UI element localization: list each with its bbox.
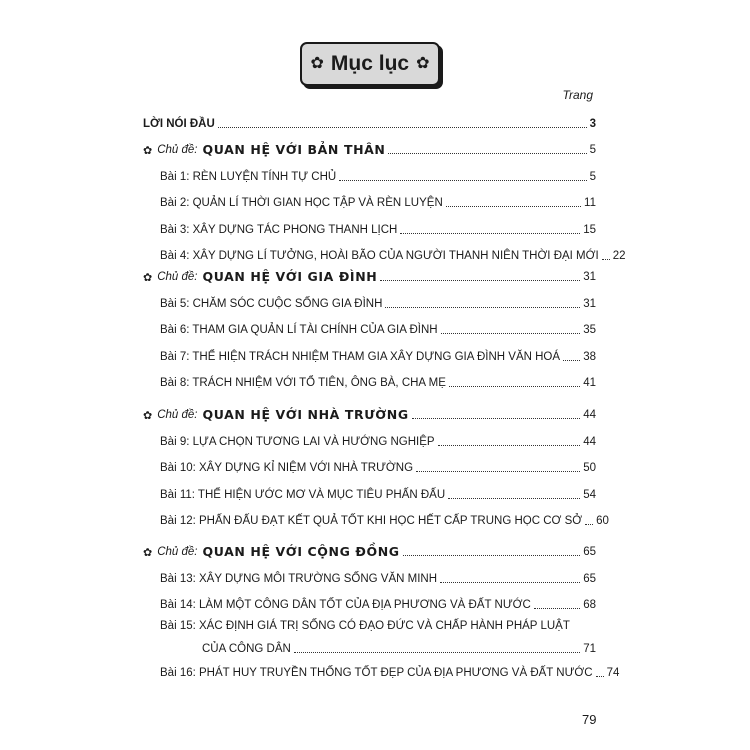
lesson-entry[interactable] — [202, 640, 596, 656]
toc-title: Mục lục — [330, 52, 410, 75]
lesson-entry[interactable] — [160, 664, 620, 680]
entry-page: 15 — [583, 223, 596, 236]
lesson-label: Bài 1: RÈN LUYỆN TÍNH TỰ CHỦ — [160, 171, 337, 183]
section-heading — [143, 545, 400, 559]
entry-page: 22 — [612, 249, 626, 262]
flower-icon: ✿ — [143, 547, 153, 559]
lesson-label: Bài 4: XÂY DỰNG LÍ TƯỞNG, HOÀI BÃO CỦA NGƯỜI THANH NIÊN THỜI ĐẠI MỚI — [160, 249, 599, 262]
lesson-entry[interactable] — [160, 295, 596, 311]
flower-icon: ✿ — [310, 55, 324, 72]
leader-dots — [412, 418, 580, 419]
leader-dots — [339, 180, 586, 181]
leader-dots — [602, 259, 610, 260]
lesson-label: Bài 7: THỂ HIỆN TRÁCH NHIỆM THAM GIA XÂY DỰNG GIA ĐÌNH VĂN HOÁ — [160, 350, 561, 363]
leader-dots — [596, 676, 604, 677]
flower-icon: ✿ — [416, 55, 430, 72]
chu-de-label: Chủ đề: — [157, 546, 198, 558]
leader-dots — [440, 582, 580, 583]
entry-page: 5 — [589, 171, 596, 183]
leader-dots — [385, 307, 580, 308]
section-topic: QUAN HỆ VỚI NHÀ TRƯỜNG — [202, 407, 409, 422]
flower-icon: ✿ — [143, 272, 153, 284]
flower-icon: ✿ — [143, 145, 153, 157]
leader-dots — [294, 652, 580, 653]
lesson-label: Bài 9: LỰA CHỌN TƯƠNG LAI VÀ HƯỚNG NGHIỆP — [160, 436, 435, 448]
entry-page: 35 — [583, 324, 596, 337]
lesson-label: Bài 11: THỂ HIỆN ƯỚC MƠ VÀ MỤC TIÊU PHẤN ĐẤU — [160, 488, 446, 501]
lesson-entry[interactable] — [160, 570, 596, 586]
leader-dots — [585, 524, 593, 525]
chu-de-label: Chủ đề: — [157, 144, 198, 156]
entry-page: 71 — [583, 642, 596, 655]
lesson-entry[interactable] — [160, 221, 596, 237]
lesson-entry[interactable] — [160, 433, 596, 449]
lesson-entry[interactable] — [160, 486, 596, 502]
entry-page: 68 — [583, 599, 596, 612]
entry-page: 11 — [584, 197, 596, 210]
page-column-label: Trang — [562, 88, 593, 102]
lesson-label: Bài 2: QUẢN LÍ THỜI GIAN HỌC TẬP VÀ RÈN LUYỆN — [160, 197, 443, 210]
lesson-entry[interactable] — [160, 168, 596, 184]
entry-page: 65 — [583, 573, 596, 585]
entry-page: 54 — [583, 488, 596, 501]
chu-de-label: Chủ đề: — [157, 409, 198, 421]
entry-page: 65 — [583, 546, 596, 558]
lesson-entry[interactable] — [160, 348, 596, 364]
lesson-label-line1[interactable]: Bài 15: XÁC ĐỊNH GIÁ TRỊ SỐNG CÓ ĐẠO ĐỨC VÀ CHẤP HÀNH PHÁP LUẬT — [160, 619, 570, 632]
lesson-label: Bài 14: LÀM MỘT CÔNG DÂN TỐT CỦA ĐỊA PHƯƠNG VÀ ĐẤT NƯỚC — [160, 599, 531, 612]
leader-dots — [563, 360, 580, 361]
section-entry[interactable] — [143, 141, 596, 157]
entry-label: LỜI NÓI ĐẦU — [143, 118, 215, 130]
section-entry[interactable] — [143, 268, 596, 284]
section-topic: QUAN HỆ VỚI CỘNG ĐỒNG — [202, 544, 400, 559]
lesson-label: Bài 10: XÂY DỰNG KỈ NIỆM VỚI NHÀ TRƯỜNG — [160, 462, 414, 475]
lesson-entry[interactable] — [160, 247, 626, 263]
leader-dots — [388, 153, 586, 154]
lesson-entry[interactable] — [160, 374, 596, 390]
section-heading — [143, 408, 409, 422]
entry-page: 44 — [583, 409, 596, 421]
entry-page: 44 — [583, 436, 596, 448]
entry-page: 50 — [583, 462, 596, 475]
leader-dots — [403, 555, 581, 556]
section-entry[interactable] — [143, 543, 596, 559]
leader-dots — [448, 498, 580, 499]
entry-page: 3 — [589, 118, 596, 130]
section-topic: QUAN HỆ VỚI BẢN THÂN — [202, 142, 386, 157]
page-number: 79 — [582, 712, 597, 727]
entry-page: 31 — [583, 298, 596, 310]
entry-page: 5 — [589, 144, 596, 156]
entry-page: 60 — [596, 514, 609, 527]
entry-page: 74 — [606, 666, 620, 679]
chu-de-label: Chủ đề: — [157, 271, 198, 283]
lesson-label: Bài 16: PHÁT HUY TRUYỀN THỐNG TỐT ĐẸP CỦA ĐỊA PHƯƠNG VÀ ĐẤT NƯỚC — [160, 666, 593, 679]
lesson-entry[interactable] — [160, 512, 609, 528]
lesson-label: Bài 12: PHẤN ĐẤU ĐẠT KẾT QUẢ TỐT KHI HỌC HẾT CẤP TRUNG HỌC CƠ SỞ — [160, 514, 583, 527]
lesson-entry[interactable] — [160, 459, 596, 475]
entry-page: 41 — [583, 376, 596, 389]
leader-dots — [441, 333, 581, 334]
leader-dots — [416, 471, 580, 472]
entry-page: 38 — [583, 350, 596, 363]
lesson-label: Bài 3: XÂY DỰNG TÁC PHONG THANH LỊCH — [160, 223, 398, 236]
leader-dots — [534, 608, 580, 609]
lesson-label: Bài 13: XÂY DỰNG MÔI TRƯỜNG SỐNG VĂN MINH — [160, 573, 438, 585]
leader-dots — [380, 280, 580, 281]
leader-dots — [449, 386, 580, 387]
flower-icon: ✿ — [143, 410, 153, 422]
entry-page: 31 — [583, 271, 596, 283]
leader-dots — [446, 206, 581, 207]
section-heading — [143, 143, 385, 157]
lesson-label: Bài 6: THAM GIA QUẢN LÍ TÀI CHÍNH CỦA GIA ĐÌNH — [160, 324, 438, 337]
lesson-label-line2: CỦA CÔNG DÂN — [202, 642, 291, 655]
leader-dots — [400, 233, 580, 234]
section-topic: QUAN HỆ VỚI GIA ĐÌNH — [202, 269, 378, 284]
leader-dots — [438, 445, 581, 446]
lesson-entry[interactable] — [160, 596, 596, 612]
section-entry[interactable] — [143, 406, 596, 422]
lesson-entry[interactable] — [160, 321, 596, 337]
section-heading — [143, 270, 377, 284]
lesson-label: Bài 8: TRÁCH NHIỆM VỚI TỔ TIÊN, ÔNG BÀ, CHA MẸ — [160, 376, 446, 389]
lesson-entry[interactable] — [160, 194, 596, 210]
lesson-label: Bài 5: CHĂM SÓC CUỘC SỐNG GIA ĐÌNH — [160, 298, 383, 310]
